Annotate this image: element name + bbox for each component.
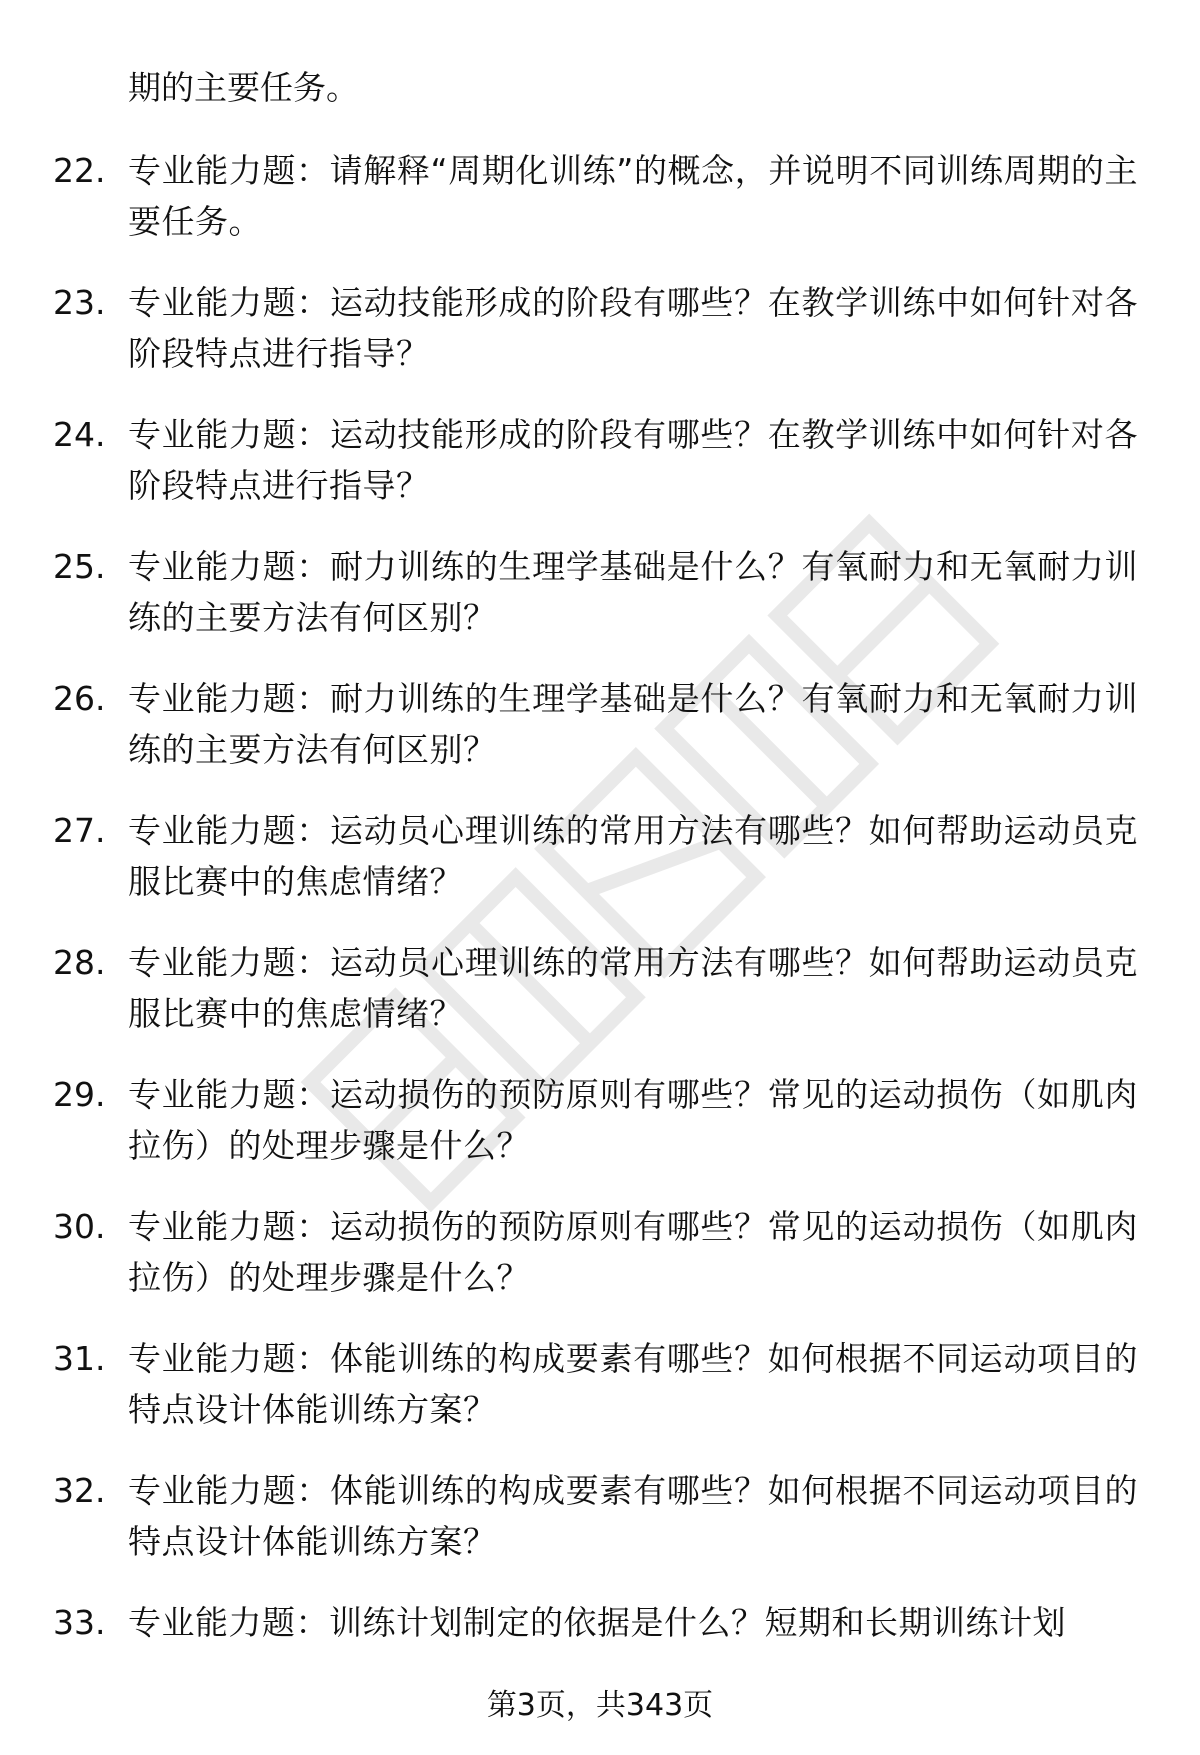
list-item	[0, 277, 1200, 379]
list-item	[0, 1465, 1200, 1567]
question-text: 专业能力题：耐力训练的生理学基础是什么？有氧耐力和无氧耐力训练的主要方法有何区别？	[128, 679, 1138, 769]
question-number: 26.	[53, 679, 106, 718]
question-number: 28.	[53, 943, 106, 982]
question-text: 专业能力题：运动技能形成的阶段有哪些？在教学训练中如何针对各阶段特点进行指导？	[128, 283, 1138, 373]
list-item	[0, 1333, 1200, 1435]
question-text: 专业能力题：运动损伤的预防原则有哪些？常见的运动损伤（如肌肉拉伤）的处理步骤是什么？	[128, 1075, 1138, 1165]
question-text: 专业能力题：训练计划制定的依据是什么？短期和长期训练计划	[128, 1603, 1066, 1642]
question-number: 30.	[53, 1207, 106, 1246]
question-text: 专业能力题：请解释“周期化训练”的概念，并说明不同训练周期的主要任务。	[128, 151, 1138, 241]
question-number: 23.	[53, 283, 106, 322]
question-number: 31.	[53, 1339, 106, 1378]
list-item	[0, 1597, 1200, 1699]
question-text: 专业能力题：体能训练的构成要素有哪些？如何根据不同运动项目的特点设计体能训练方案？	[128, 1471, 1138, 1561]
list-item	[0, 937, 1200, 1039]
question-text: 专业能力题：体能训练的构成要素有哪些？如何根据不同运动项目的特点设计体能训练方案？	[128, 1339, 1138, 1429]
list-item	[0, 145, 1200, 247]
list-item	[0, 541, 1200, 643]
question-list	[0, 145, 1200, 1729]
list-item	[0, 805, 1200, 907]
question-number: 22.	[53, 151, 106, 190]
question-text: 专业能力题：运动员心理训练的常用方法有哪些？如何帮助运动员克服比赛中的焦虑情绪？	[128, 811, 1138, 901]
question-number: 33.	[53, 1603, 106, 1642]
question-number: 25.	[53, 547, 106, 586]
question-text: 专业能力题：运动技能形成的阶段有哪些？在教学训练中如何针对各阶段特点进行指导？	[128, 415, 1138, 505]
list-item	[0, 409, 1200, 511]
question-number: 32.	[53, 1471, 106, 1510]
question-text: 专业能力题：耐力训练的生理学基础是什么？有氧耐力和无氧耐力训练的主要方法有何区别？	[128, 547, 1138, 637]
question-text: 专业能力题：运动损伤的预防原则有哪些？常见的运动损伤（如肌肉拉伤）的处理步骤是什么？	[128, 1207, 1138, 1297]
list-item	[0, 1069, 1200, 1171]
page-footer: 第3页，共343页	[486, 1688, 714, 1723]
question-number: 27.	[53, 811, 106, 850]
list-item	[0, 673, 1200, 775]
continuation-text: 期的主要任务。	[128, 68, 359, 107]
question-number: 29.	[53, 1075, 106, 1114]
list-item	[0, 1201, 1200, 1303]
question-text: 专业能力题：运动员心理训练的常用方法有哪些？如何帮助运动员克服比赛中的焦虑情绪？	[128, 943, 1138, 1033]
question-number: 24.	[53, 415, 106, 454]
